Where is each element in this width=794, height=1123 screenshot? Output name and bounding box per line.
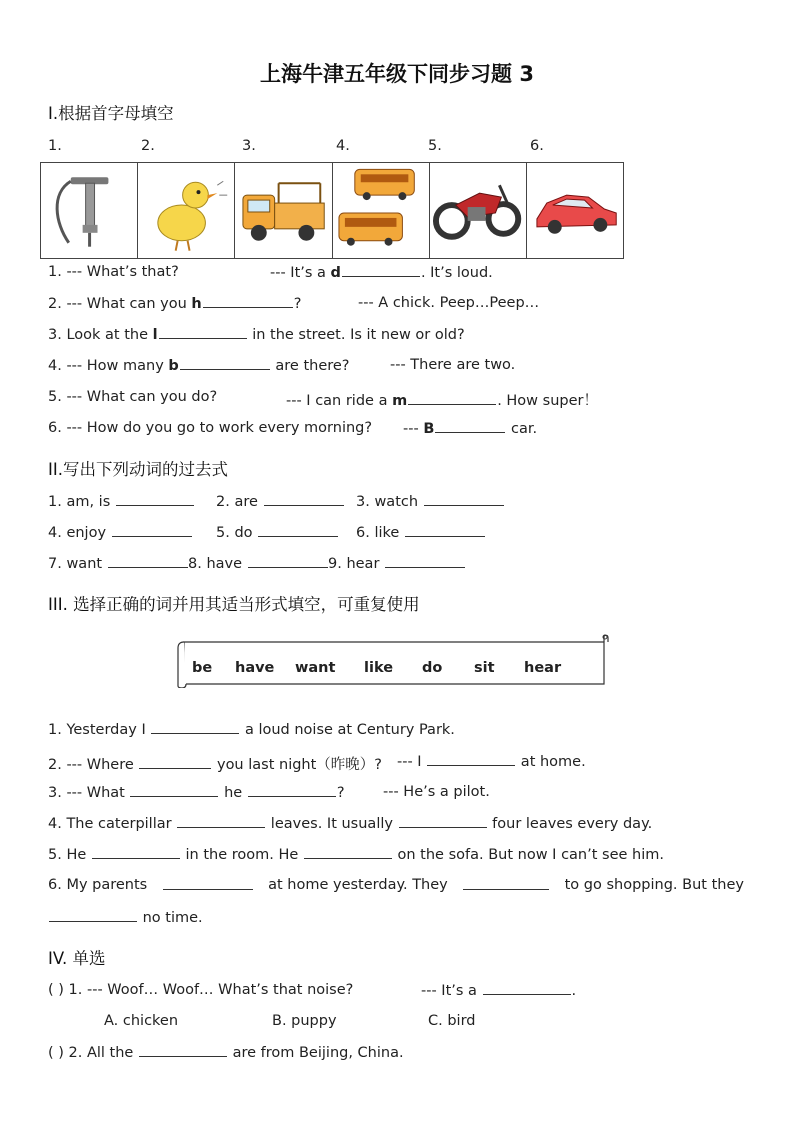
s3-line-3: 3. --- What he ?: [48, 785, 345, 801]
word-bank-item: want: [295, 660, 336, 676]
answer-blank[interactable]: [248, 555, 328, 568]
s3-line-2: 2. --- Where you last night（昨晚）?: [48, 757, 382, 773]
section2-heading: II.写出下列动词的过去式: [48, 460, 228, 479]
mc-option-b[interactable]: B. puppy: [272, 1013, 337, 1029]
s1-line-3: 3. Look at the l in the street. Is it new or old?: [48, 327, 465, 343]
s3-line-5: 5. He in the room. He on the sofa. But now I can’t see him.: [48, 847, 664, 863]
answer-blank[interactable]: [163, 877, 253, 890]
s1-line-1: 1. --- What’s that?: [48, 264, 179, 280]
pic-number-2: 2.: [141, 138, 155, 154]
section4-heading: IV. 单选: [48, 949, 106, 968]
s1-line-6: 6. --- How do you go to work every morning?: [48, 420, 373, 436]
answer-blank[interactable]: [424, 493, 504, 506]
verb-item-9: 9. hear: [328, 555, 466, 572]
answer-blank[interactable]: [49, 909, 137, 922]
answer-blank[interactable]: [130, 784, 218, 797]
car-icon: [527, 163, 623, 258]
s1-line-6b: --- B car.: [403, 421, 538, 437]
answer-blank[interactable]: [139, 1044, 227, 1057]
verb-item-7: 7. want: [48, 555, 189, 572]
word-bank-item: sit: [474, 660, 495, 676]
word-bank-item: like: [364, 660, 394, 676]
s1-line-4: 4. --- How many b are there?: [48, 358, 350, 374]
verb-item-5: 5. do: [216, 524, 339, 541]
section1-heading: I.根据首字母填空: [48, 104, 174, 123]
answer-blank[interactable]: [342, 264, 420, 277]
s1-line-1b: --- It’s a d . It’s loud.: [270, 265, 493, 281]
mc-question-1: ( ) 1. --- Woof… Woof… What’s that noise?: [48, 982, 354, 998]
s3-line-6-cont: no time.: [48, 909, 203, 926]
answer-blank[interactable]: [427, 753, 515, 766]
pic-number-3: 3.: [242, 138, 256, 154]
answer-blank[interactable]: [116, 493, 194, 506]
answer-blank[interactable]: [385, 555, 465, 568]
mc-question-2: ( ) 2. All the are from Beijing, China.: [48, 1045, 404, 1061]
chick-icon: [138, 163, 235, 258]
answer-blank[interactable]: [258, 524, 338, 537]
s1-line-2: 2. --- What can you h ?: [48, 296, 302, 312]
answer-blank[interactable]: [180, 357, 270, 370]
answer-blank[interactable]: [264, 493, 344, 506]
word-bank-item: do: [422, 660, 443, 676]
s1-line-5b: --- I can ride a m . How super！: [286, 393, 598, 409]
buses-icon: [333, 163, 430, 258]
verb-item-1: 1. am, is: [48, 493, 195, 510]
answer-blank[interactable]: [463, 877, 549, 890]
answer-blank[interactable]: [304, 846, 392, 859]
word-bank-item: be: [192, 660, 213, 676]
s1-line-5: 5. --- What can you do?: [48, 389, 218, 405]
answer-blank[interactable]: [405, 524, 485, 537]
mc-option-c[interactable]: C. bird: [428, 1013, 476, 1029]
s3-line-6: 6. My parents at home yesterday. They to go shopping. But they: [48, 877, 744, 893]
answer-blank[interactable]: [92, 846, 180, 859]
answer-blank[interactable]: [112, 524, 192, 537]
s3-line-4: 4. The caterpillar leaves. It usually four leaves every day.: [48, 816, 653, 832]
answer-blank[interactable]: [108, 555, 188, 568]
answer-blank[interactable]: [151, 721, 239, 734]
mc-question-1b: --- It’s a .: [421, 983, 577, 999]
section3-heading: III. 选择正确的词并用其适当形式填空，可重复使用: [48, 595, 420, 614]
answer-blank[interactable]: [248, 784, 336, 797]
mc-option-a[interactable]: A. chicken: [104, 1013, 179, 1029]
pic-number-5: 5.: [428, 138, 442, 154]
answer-blank[interactable]: [408, 392, 496, 405]
word-bank-item: have: [235, 660, 275, 676]
s3-line-1: 1. Yesterday I a loud noise at Century Park.: [48, 722, 455, 738]
answer-blank[interactable]: [139, 756, 211, 769]
pic-number-1: 1.: [48, 138, 62, 154]
s1-line-4b: --- There are two.: [390, 357, 516, 373]
answer-blank[interactable]: [159, 326, 247, 339]
verb-item-3: 3. watch: [356, 493, 505, 510]
s3-line-2b: --- I at home.: [397, 754, 586, 770]
pic-number-4: 4.: [336, 138, 350, 154]
verb-item-6: 6. like: [356, 524, 486, 541]
answer-blank[interactable]: [203, 295, 293, 308]
drill-icon: [41, 163, 138, 258]
s3-line-3b: --- He’s a pilot.: [383, 784, 490, 800]
answer-blank[interactable]: [399, 815, 487, 828]
answer-blank[interactable]: [177, 815, 265, 828]
answer-blank[interactable]: [435, 420, 505, 433]
lorry-icon: [235, 163, 332, 258]
word-bank-item: hear: [524, 660, 562, 676]
verb-item-4: 4. enjoy: [48, 524, 193, 541]
s1-line-2b: --- A chick. Peep…Peep…: [358, 295, 540, 311]
verb-item-2: 2. are: [216, 493, 345, 510]
motorcycle-icon: [430, 163, 527, 258]
answer-blank[interactable]: [483, 982, 571, 995]
picture-grid: [40, 162, 624, 259]
pic-number-6: 6.: [530, 138, 544, 154]
verb-item-8: 8. have: [188, 555, 329, 572]
page-title: 上海牛津五年级下同步习题 3: [260, 62, 534, 86]
